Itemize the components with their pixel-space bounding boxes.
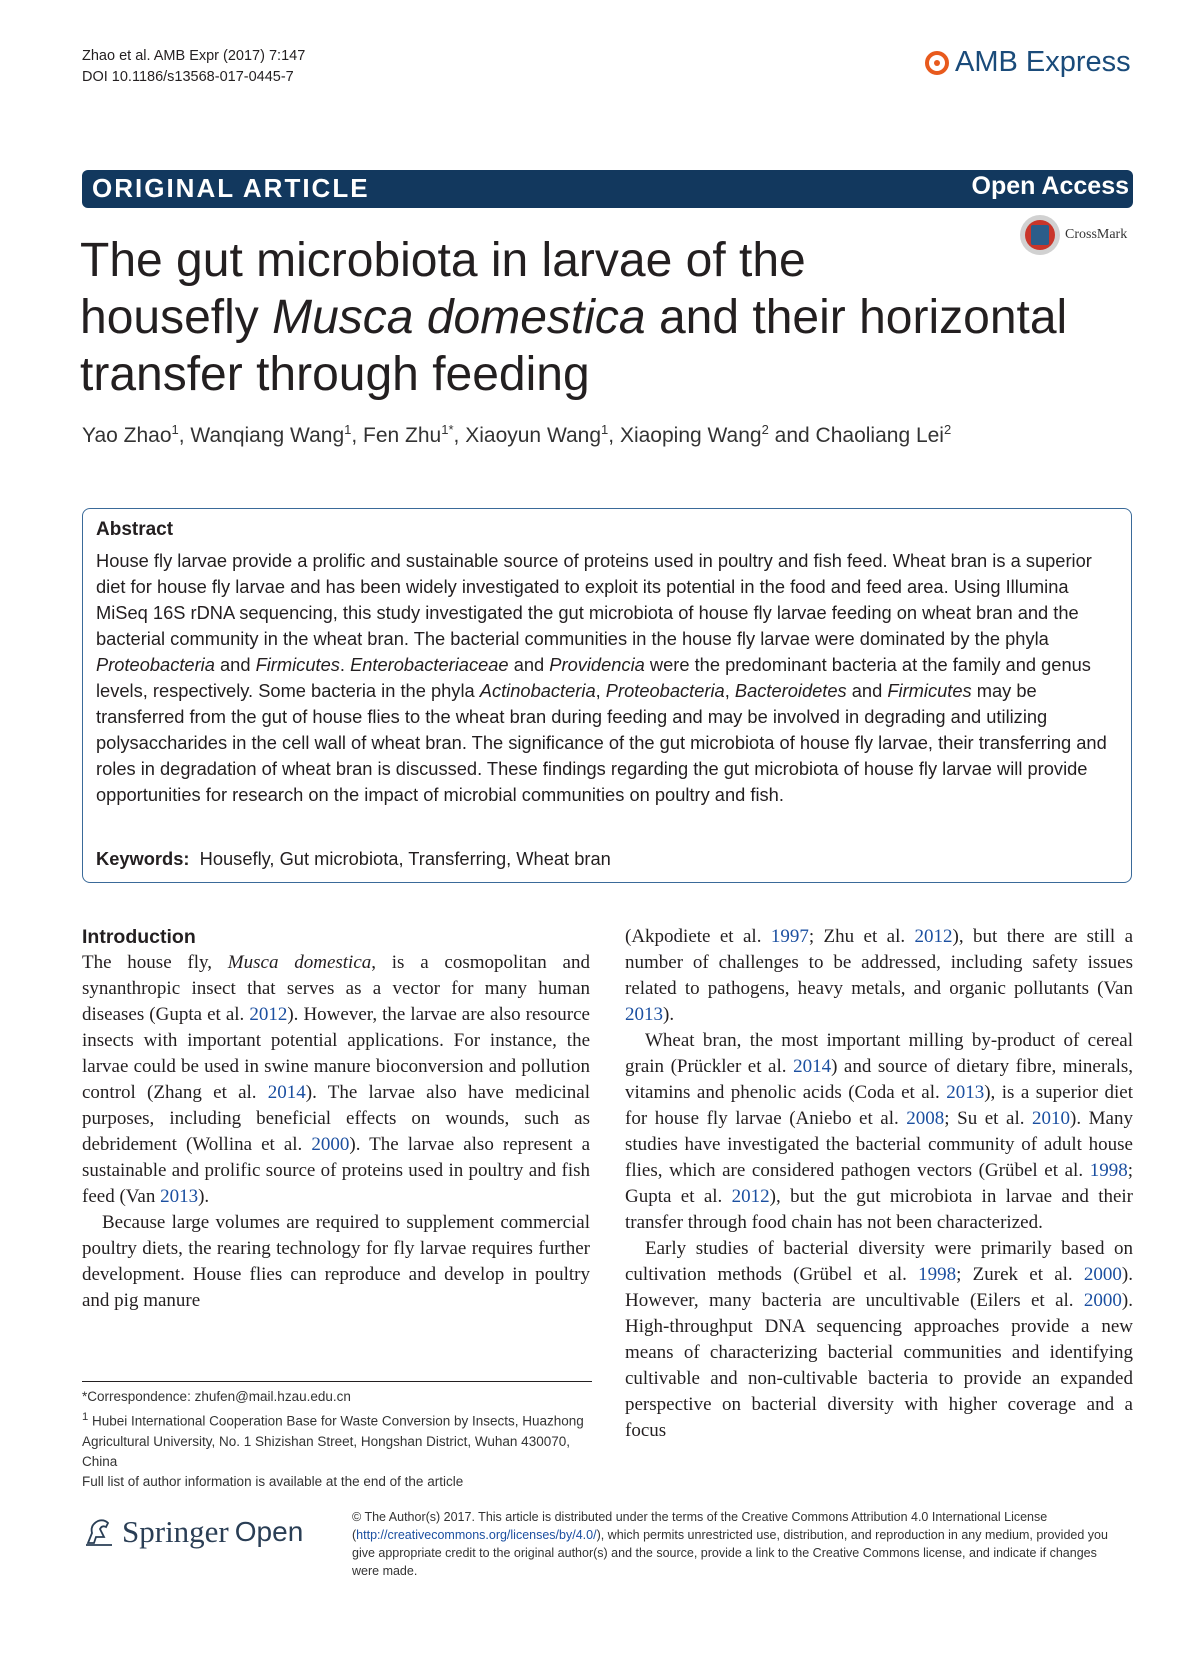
springer-name: Springer	[122, 1514, 229, 1549]
intro-column-right	[625, 924, 1133, 1444]
title-text: housefly	[80, 291, 273, 344]
author-name: Wanqiang Wang	[190, 424, 345, 447]
open-name: Open	[234, 1516, 304, 1547]
paragraph: (Akpodiete et al. 1997; Zhu et al. 2012), but there are still a number of challenges to be addressed, including safety issues related to pathogens, heavy metals, and organic pollutants (Van 2013).	[625, 926, 1134, 1025]
footnotes	[82, 1387, 592, 1492]
footnote-divider	[82, 1381, 592, 1382]
license-text	[352, 1508, 1122, 1580]
paragraph: Wheat bran, the most important milling by-product of cereal grain (Prückler et al. 2014) and source of dietary fibre, minerals, vitamins and phenolic acids (Coda et al. 2013), is a superior diet for house fly larvae (Aniebo et al. 2008; Su et al. 2010). Many studies have investigated the bacterial community of adult house flies, which are considered pathogen vectors (Grübel et al. 1998; Gupta et al. 2012), but the gut microbiota in larvae and their transfer through food chain has not been characterized.	[625, 1030, 1134, 1233]
author-name: Xiaoping Wang	[619, 424, 762, 447]
journal-name: AMB Express	[955, 46, 1131, 78]
citation-header	[82, 46, 305, 88]
affiliation	[82, 1407, 592, 1472]
journal-brand[interactable]	[925, 46, 1131, 79]
article-title	[80, 232, 1080, 403]
journal-logo-icon	[925, 51, 949, 75]
keywords	[96, 848, 611, 870]
affil-text: Hubei International Cooperation Base for Waste Conversion by Insects, Huazhong Agricultural University, No. 1 Shizishan Street, Hongshan District, Wuhan 430070, China	[82, 1413, 584, 1469]
paragraph: The house fly, Musca domestica, is a cosmopolitan and synanthropic insect that serves as a vector for many human diseases (Gupta et al. 2012). However, the larvae are also resource insects with important potential applications. For instance, the larvae could be used in swine manure bioconversion and pollution control (Zhang et al. 2014). The larvae also have medicinal purposes, including beneficial effects on wounds, such as debridement (Wollina et al. 2000). The larvae also represent a sustainable and prolific source of proteins used in poultry and fish feed (Van 2013).	[82, 952, 590, 1207]
article-type-label: ORIGINAL ARTICLE	[92, 173, 370, 203]
license-pre: © The Author(s) 2017. This article is distributed under the terms of the Creative Commons Attribution 4.0 International License (	[352, 1510, 1048, 1542]
author-affil-sup: 2	[761, 422, 769, 437]
keywords-label: Keywords:	[96, 848, 190, 869]
title-line: transfer through feeding	[80, 348, 590, 401]
author-name: Xiaoyun Wang	[465, 424, 602, 447]
springer-open-logo[interactable]	[82, 1514, 303, 1550]
author-affil-sup: 1	[344, 422, 352, 437]
author-name: Chaoliang Lei	[815, 424, 944, 447]
doi-line: DOI 10.1186/s13568-017-0445-7	[82, 69, 294, 85]
title-line	[80, 289, 1080, 346]
author-affil-sup: 1	[171, 422, 179, 437]
correspondence: *Correspondence: zhufen@mail.hzau.edu.cn	[82, 1389, 351, 1404]
springer-horse-icon	[82, 1515, 116, 1549]
author-name: Yao Zhao	[82, 424, 172, 447]
citation-line: Zhao et al. AMB Expr (2017) 7:147	[82, 48, 306, 64]
affil-sup: 1	[82, 1411, 89, 1423]
paragraph: Because large volumes are required to supplement commercial poultry diets, the rearing technology for fly larvae requires further development. House flies can reproduce and develop in poultry and pig manure	[82, 1212, 590, 1311]
license-post: ), which permits unrestricted use, distribution, and reproduction in any medium, provided you give appropriate credit to the original author(s) and the source, provide a link to the Creative Commons license, and indicate if changes were made.	[352, 1528, 1108, 1578]
author-list: Yao Zhao$^1$, Wanqiang Wang$^1$, Fen Zhu$^{1*}$, Xiaoyun Wang$^1$, Xiaoping Wang$^2$ and Chaoliang Lei$^2$	[82, 422, 952, 447]
open-access-label: Open Access	[971, 172, 1129, 200]
abstract-heading: Abstract	[96, 519, 174, 540]
author-affil-sup: 1*	[441, 422, 454, 437]
crossmark-label: CrossMark	[1065, 227, 1128, 242]
intro-column-left	[82, 924, 590, 1314]
author-affil-sup: 1	[601, 422, 609, 437]
full-list-note: Full list of author information is available at the end of the article	[82, 1473, 464, 1489]
paragraph: Early studies of bacterial diversity were primarily based on cultivation methods (Grübel et al. 1998; Zurek et al. 2000). However, many bacteria are uncultivable (Eilers et al. 2000). High-throughput DNA sequencing approaches provide a new means of characterizing bacterial communities and identifying cultivable and non-cultivable bacteria to provide an expanded perspective on bacterial diversity with higher coverage and a focus	[625, 1238, 1133, 1441]
title-species: Musca domestica	[272, 291, 646, 344]
abstract-text: House fly larvae provide a prolific and sustainable source of proteins used in poultry and fish feed. Wheat bran is a superior diet for house fly larvae and has been widely investigated to exploit its potential in the food and feed area. Using Illumina MiSeq 16S rDNA sequencing, this study investigated the gut microbiota of house fly larvae feeding on wheat bran and the bacterial community in the wheat bran. The bacterial communities in the house fly larvae were dominated by the phyla Proteobacteria and Firmicutes. Enterobacteriaceae and Providencia were the predominant bacteria at the family and genus levels, respectively. Some bacteria in the phyla Actinobacteria, Proteobacteria, Bacteroidetes and Firmicutes may be transferred from the gut of house flies to the wheat bran during feeding and may be involved in degrading and utilizing polysaccharides in the cell wall of wheat bran. The significance of the gut microbiota of house fly larvae, their transferring and roles in degradation of wheat bran is discussed. These findings regarding the gut microbiota of house fly larvae will provide opportunities for research on the impact of microbial communities on poultry and fish.	[96, 550, 1107, 805]
section-heading: Introduction	[82, 926, 196, 948]
license-link[interactable]: http://creativecommons.org/licenses/by/4.0/	[356, 1528, 597, 1542]
title-text: and their horizontal	[645, 291, 1068, 344]
author-name: Fen Zhu	[363, 424, 442, 447]
title-line: The gut microbiota in larvae of the	[80, 234, 806, 287]
keywords-list: Housefly, Gut microbiota, Transferring, Wheat bran	[199, 848, 611, 869]
author-affil-sup: 2	[943, 422, 952, 437]
